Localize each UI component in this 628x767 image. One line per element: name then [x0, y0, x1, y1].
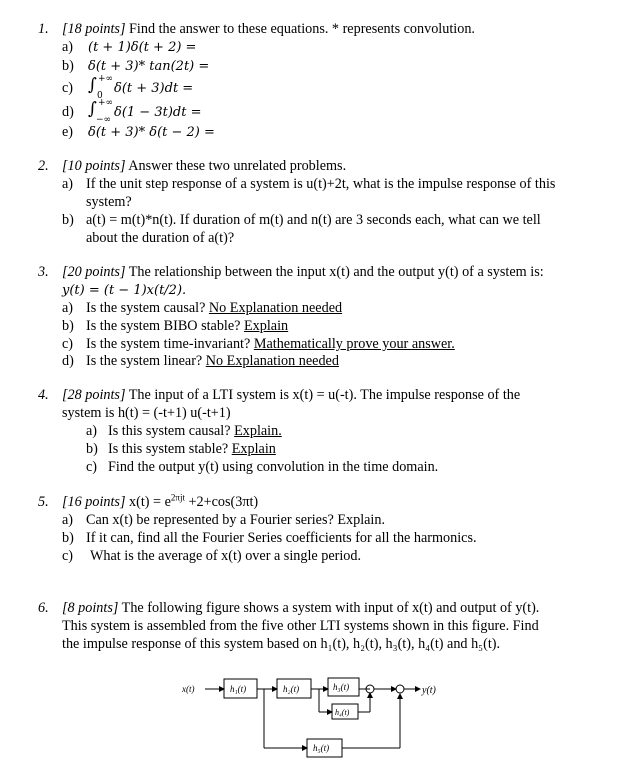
q3-a-note: No Explanation needed	[208, 300, 343, 316]
q6-text: The following figure shows a system with input of x(t) and output of y(t).	[121, 600, 540, 616]
q1-b-expr: δ(t + 3)* tan(2t) =	[88, 59, 210, 74]
q3-d-note: No Explanation needed	[205, 353, 339, 369]
h2-label: h₂(t)	[283, 684, 300, 694]
h3-block	[328, 678, 359, 696]
q3-points: [20 points]	[62, 264, 126, 280]
q1-a-expr: (t + 1)δ(t + 2) =	[88, 40, 197, 55]
q3-equation: y(t) = (t − 1)x(t/2).	[62, 283, 187, 298]
q2-b-line2: about the duration of a(t)?	[86, 230, 235, 246]
h5-block	[307, 739, 342, 757]
q1-c-upper: +∞	[98, 74, 114, 84]
q4-points: [28 points]	[62, 387, 126, 403]
q4-number: 4.	[38, 387, 49, 403]
q5-points: [16 points]	[62, 494, 126, 510]
q2-b-line1: a(t) = m(t)*n(t). If duration of m(t) and n(t) are 3 seconds each, what can we tell	[86, 212, 541, 228]
h4-block	[332, 704, 358, 719]
q1-points: [18 points]	[62, 21, 126, 37]
q6-points: [8 points]	[62, 600, 119, 616]
q1-d-upper: +∞	[98, 98, 114, 108]
h1-label: h₁(t)	[230, 684, 247, 694]
q1-text: Find the answer to these equations. * represents convolution.	[129, 21, 475, 37]
q6-line3: the impulse response of this system based on h₁(t), h₂(t), h₃(t), h₄(t) and h₅(t).	[62, 636, 501, 652]
q2-text: Answer these two unrelated problems.	[128, 158, 347, 174]
q4-text: The input of a LTI system is x(t) = u(-t). The impulse response of the	[128, 387, 521, 403]
q4-line2: system is h(t) = (-t+1) u(-t+1)	[62, 405, 231, 421]
diagram-output-label: y(t)	[422, 685, 436, 696]
q5-equation: $x(t) = e^{2\pi jt} +2+\cos(3\pi t)$	[129, 492, 259, 510]
q6-number: 6.	[38, 600, 49, 616]
q1-d-lower: −∞	[96, 115, 112, 125]
integral-sign: ∫	[88, 75, 97, 95]
q3-number: 3.	[38, 264, 49, 280]
h4-label: h₄(t)	[335, 708, 350, 717]
q4-b-note: Explain	[231, 441, 276, 457]
q2-number: 2.	[38, 158, 49, 174]
q1-d-expr: δ(1 − 3t)dt =	[114, 105, 202, 120]
summing-node-1	[366, 685, 374, 693]
q5-number: 5.	[38, 494, 49, 510]
diagram-input-label: x(t)	[182, 684, 195, 694]
integral-sign: ∫	[88, 99, 97, 119]
q2-a-line1: If the unit step response of a system is u(t)+2t, what is the impulse response of this	[86, 176, 556, 192]
q2-points: [10 points]	[62, 158, 126, 174]
q1-e-expr: δ(t + 3)* δ(t − 2) =	[88, 125, 215, 140]
q6-line2: This system is assembled from the five other LTI systems shown in this figure. Find	[62, 618, 539, 634]
q1-number: 1.	[38, 21, 49, 37]
h2-block	[277, 679, 311, 698]
q1-c-lower: 0	[97, 91, 103, 101]
q3-text: The relationship between the input x(t) and the output y(t) of a system is:	[128, 264, 544, 280]
q3-c-note: Mathematically prove your answer.	[253, 336, 455, 352]
summing-node-2	[396, 685, 404, 693]
h3-label: h₃(t)	[333, 682, 350, 692]
h5-label: h₅(t)	[313, 743, 330, 753]
h1-block	[224, 679, 257, 698]
q3-b-note: Explain	[244, 318, 289, 334]
q4-a-note: Explain.	[234, 423, 282, 439]
q1-c-expr: δ(t + 3)dt =	[114, 81, 194, 96]
q2-a-line2: system?	[86, 194, 132, 210]
